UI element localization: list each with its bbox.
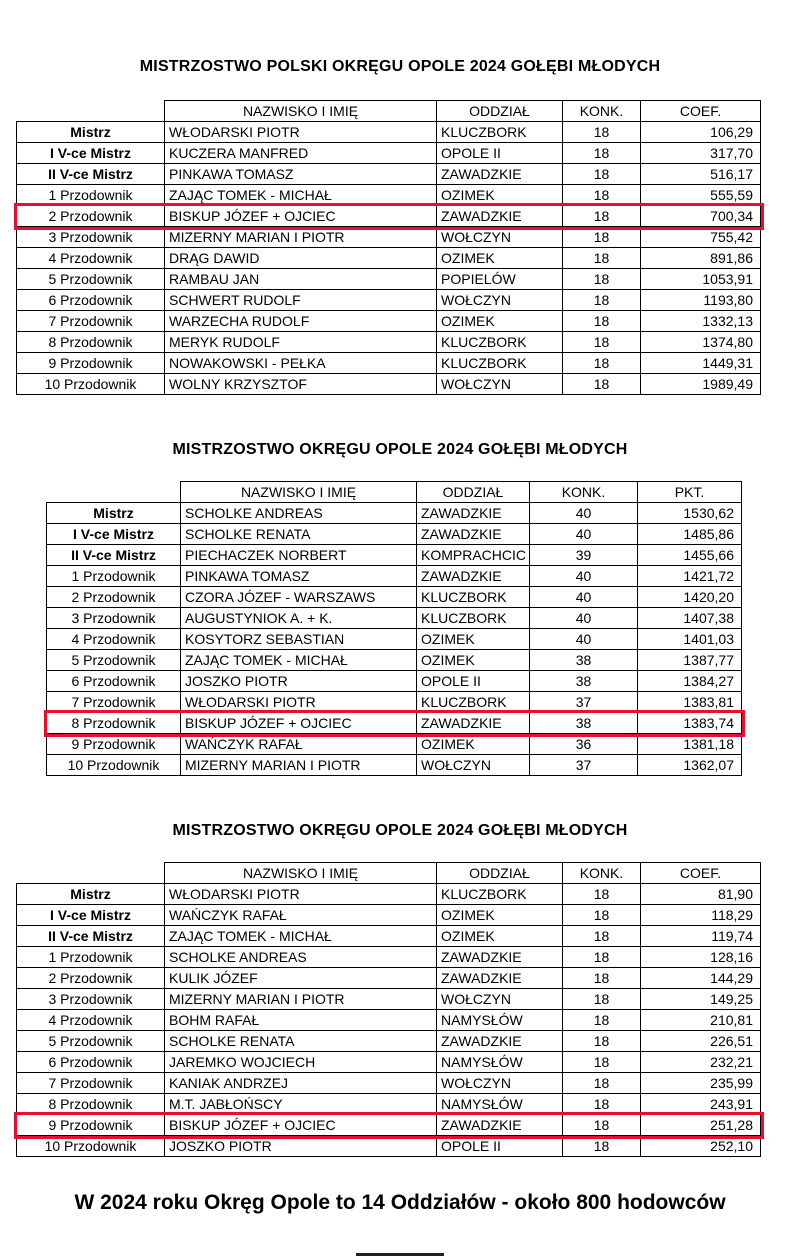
rank-cell: II V-ce Mistrz: [17, 926, 165, 947]
value-cell: 1989,49: [641, 374, 761, 395]
oddzial-cell: KLUCZBORK: [437, 353, 563, 374]
oddzial-cell: ZAWADZKIE: [417, 566, 530, 587]
konk-cell: 40: [530, 608, 638, 629]
name-cell: SCHWERT RUDOLF: [165, 290, 437, 311]
rank-cell: 4 Przodownik: [47, 629, 181, 650]
value-cell: 1193,80: [641, 290, 761, 311]
oddzial-cell: ZAWADZKIE: [437, 947, 563, 968]
konk-cell: 18: [563, 143, 641, 164]
table-row: [47, 671, 742, 692]
value-cell: 1421,72: [638, 566, 742, 587]
rank-cell: 10 Przodownik: [47, 755, 181, 776]
column-header: KONK.: [530, 482, 638, 503]
table-row: [47, 524, 742, 545]
table-title-okreg-pkt: MISTRZOSTWO OKRĘGU OPOLE 2024 GOŁĘBI MŁODYCH: [172, 441, 628, 458]
name-cell: JOSZKO PIOTR: [181, 671, 417, 692]
column-header: NAZWISKO I IMIĘ: [165, 101, 437, 122]
name-cell: WAŃCZYK RAFAŁ: [165, 905, 437, 926]
rank-cell: 3 Przodownik: [17, 989, 165, 1010]
name-cell: JAREMKO WOJCIECH: [165, 1052, 437, 1073]
konk-cell: 38: [530, 650, 638, 671]
value-cell: 1449,31: [641, 353, 761, 374]
corner-cell: [17, 101, 165, 122]
results-table-okreg-pkt: [46, 481, 742, 776]
table-row: [17, 248, 761, 269]
rank-cell: 2 Przodownik: [47, 587, 181, 608]
value-cell: 210,81: [641, 1010, 761, 1031]
table-row: [17, 332, 761, 353]
value-cell: 1485,86: [638, 524, 742, 545]
name-cell: SCHOLKE ANDREAS: [181, 503, 417, 524]
konk-cell: 40: [530, 503, 638, 524]
value-cell: 1401,03: [638, 629, 742, 650]
table-row: [17, 143, 761, 164]
table-row: [47, 629, 742, 650]
rank-cell: 5 Przodownik: [17, 269, 165, 290]
table-row: [17, 1115, 761, 1136]
value-cell: 1384,27: [638, 671, 742, 692]
name-cell: KANIAK ANDRZEJ: [165, 1073, 437, 1094]
value-cell: 700,34: [641, 206, 761, 227]
konk-cell: 40: [530, 629, 638, 650]
value-cell: 81,90: [641, 884, 761, 905]
oddzial-cell: KLUCZBORK: [437, 884, 563, 905]
oddzial-cell: WOŁCZYN: [417, 755, 530, 776]
konk-cell: 18: [563, 122, 641, 143]
konk-cell: 18: [563, 206, 641, 227]
table-row: [17, 1136, 761, 1157]
value-cell: 149,25: [641, 989, 761, 1010]
table-row: [47, 503, 742, 524]
header-row: [17, 101, 761, 122]
table-row: [17, 227, 761, 248]
table-row: [17, 206, 761, 227]
rank-cell: 6 Przodownik: [17, 1052, 165, 1073]
table-row: [47, 734, 742, 755]
rank-cell: 7 Przodownik: [47, 692, 181, 713]
value-cell: 1407,38: [638, 608, 742, 629]
value-cell: 1381,18: [638, 734, 742, 755]
konk-cell: 18: [563, 884, 641, 905]
value-cell: 1332,13: [641, 311, 761, 332]
table-row: [17, 947, 761, 968]
oddzial-cell: OZIMEK: [437, 248, 563, 269]
oddzial-cell: KLUCZBORK: [437, 122, 563, 143]
table-row: [47, 545, 742, 566]
value-cell: 106,29: [641, 122, 761, 143]
header-row: [47, 482, 742, 503]
konk-cell: 18: [563, 248, 641, 269]
table-row: [47, 587, 742, 608]
konk-cell: 37: [530, 692, 638, 713]
rank-cell: 1 Przodownik: [17, 947, 165, 968]
value-cell: 1420,20: [638, 587, 742, 608]
rank-cell: I V-ce Mistrz: [47, 524, 181, 545]
rank-cell: Mistrz: [17, 884, 165, 905]
column-header: ODDZIAŁ: [437, 101, 563, 122]
table-title-okreg-coef: MISTRZOSTWO OKRĘGU OPOLE 2024 GOŁĘBI MŁODYCH: [172, 822, 628, 839]
name-cell: MIZERNY MARIAN I PIOTR: [165, 989, 437, 1010]
name-cell: WŁODARSKI PIOTR: [181, 692, 417, 713]
name-cell: MIZERNY MARIAN I PIOTR: [181, 755, 417, 776]
konk-cell: 18: [563, 1031, 641, 1052]
rank-cell: 9 Przodownik: [47, 734, 181, 755]
table-row: [47, 755, 742, 776]
value-cell: 516,17: [641, 164, 761, 185]
name-cell: BOHM RAFAŁ: [165, 1010, 437, 1031]
konk-cell: 18: [563, 1136, 641, 1157]
name-cell: SCHOLKE ANDREAS: [165, 947, 437, 968]
konk-cell: 18: [563, 1052, 641, 1073]
value-cell: 1387,77: [638, 650, 742, 671]
konk-cell: 18: [563, 311, 641, 332]
value-cell: 226,51: [641, 1031, 761, 1052]
rank-cell: 7 Przodownik: [17, 311, 165, 332]
oddzial-cell: WOŁCZYN: [437, 290, 563, 311]
results-table-okreg-coef: [16, 862, 761, 1157]
rank-cell: 8 Przodownik: [47, 713, 181, 734]
table-row: [47, 692, 742, 713]
oddzial-cell: OZIMEK: [417, 734, 530, 755]
value-cell: 555,59: [641, 185, 761, 206]
rank-cell: 5 Przodownik: [47, 650, 181, 671]
rank-cell: I V-ce Mistrz: [17, 905, 165, 926]
value-cell: 1383,74: [638, 713, 742, 734]
name-cell: MIZERNY MARIAN I PIOTR: [165, 227, 437, 248]
table-row: [47, 608, 742, 629]
name-cell: ZAJĄC TOMEK - MICHAŁ: [165, 185, 437, 206]
name-cell: SCHOLKE RENATA: [181, 524, 417, 545]
name-cell: BISKUP JÓZEF + OJCIEC: [165, 206, 437, 227]
rank-cell: 3 Przodownik: [47, 608, 181, 629]
column-header: PKT.: [638, 482, 742, 503]
value-cell: 232,21: [641, 1052, 761, 1073]
rank-cell: 9 Przodownik: [17, 353, 165, 374]
oddzial-cell: OZIMEK: [437, 311, 563, 332]
table-row: [17, 1010, 761, 1031]
oddzial-cell: NAMYSŁÓW: [437, 1052, 563, 1073]
table-row: [17, 164, 761, 185]
oddzial-cell: ZAWADZKIE: [437, 1031, 563, 1052]
table-row: [17, 122, 761, 143]
table-row: [17, 269, 761, 290]
table-row: [17, 353, 761, 374]
table-row: [17, 290, 761, 311]
column-header: NAZWISKO I IMIĘ: [181, 482, 417, 503]
konk-cell: 36: [530, 734, 638, 755]
rank-cell: 1 Przodownik: [47, 566, 181, 587]
konk-cell: 18: [563, 989, 641, 1010]
oddzial-cell: ZAWADZKIE: [437, 164, 563, 185]
name-cell: KUCZERA MANFRED: [165, 143, 437, 164]
oddzial-cell: OPOLE II: [417, 671, 530, 692]
rank-cell: 8 Przodownik: [17, 1094, 165, 1115]
name-cell: WŁODARSKI PIOTR: [165, 122, 437, 143]
konk-cell: 18: [563, 227, 641, 248]
column-header: COEF.: [641, 101, 761, 122]
table-row: [17, 311, 761, 332]
konk-cell: 40: [530, 587, 638, 608]
rank-cell: 6 Przodownik: [17, 290, 165, 311]
konk-cell: 40: [530, 524, 638, 545]
rank-cell: II V-ce Mistrz: [17, 164, 165, 185]
konk-cell: 18: [563, 332, 641, 353]
oddzial-cell: KLUCZBORK: [417, 608, 530, 629]
oddzial-cell: WOŁCZYN: [437, 374, 563, 395]
oddzial-cell: KLUCZBORK: [437, 332, 563, 353]
konk-cell: 18: [563, 1073, 641, 1094]
oddzial-cell: NAMYSŁÓW: [437, 1094, 563, 1115]
footer-note: W 2024 roku Okręg Opole to 14 Oddziałów - około 800 hodowców: [74, 1191, 726, 1214]
rank-cell: II V-ce Mistrz: [47, 545, 181, 566]
konk-cell: 38: [530, 671, 638, 692]
table-row: [17, 185, 761, 206]
name-cell: AUGUSTYNIOK A. + K.: [181, 608, 417, 629]
table-row: [47, 650, 742, 671]
oddzial-cell: KOMPRACHCIC: [417, 545, 530, 566]
oddzial-cell: ZAWADZKIE: [437, 1115, 563, 1136]
value-cell: 1455,66: [638, 545, 742, 566]
column-header: ODDZIAŁ: [417, 482, 530, 503]
konk-cell: 18: [563, 947, 641, 968]
oddzial-cell: WOŁCZYN: [437, 227, 563, 248]
value-cell: 1374,80: [641, 332, 761, 353]
oddzial-cell: KLUCZBORK: [417, 692, 530, 713]
corner-cell: [47, 482, 181, 503]
rank-cell: 2 Przodownik: [17, 968, 165, 989]
name-cell: BISKUP JÓZEF + OJCIEC: [165, 1115, 437, 1136]
oddzial-cell: OZIMEK: [437, 185, 563, 206]
oddzial-cell: OZIMEK: [437, 926, 563, 947]
rank-cell: 1 Przodownik: [17, 185, 165, 206]
column-header: KONK.: [563, 101, 641, 122]
konk-cell: 18: [563, 290, 641, 311]
oddzial-cell: ZAWADZKIE: [437, 206, 563, 227]
header-row: [17, 863, 761, 884]
value-cell: 317,70: [641, 143, 761, 164]
table-row: [17, 884, 761, 905]
table-title-national: MISTRZOSTWO POLSKI OKRĘGU OPOLE 2024 GOŁĘBI MŁODYCH: [139, 58, 661, 75]
column-header: ODDZIAŁ: [437, 863, 563, 884]
konk-cell: 18: [563, 926, 641, 947]
name-cell: KOSYTORZ SEBASTIAN: [181, 629, 417, 650]
rank-cell: 10 Przodownik: [17, 374, 165, 395]
oddzial-cell: WOŁCZYN: [437, 989, 563, 1010]
name-cell: ZAJĄC TOMEK - MICHAŁ: [181, 650, 417, 671]
value-cell: 1383,81: [638, 692, 742, 713]
value-cell: 251,28: [641, 1115, 761, 1136]
name-cell: RAMBAU JAN: [165, 269, 437, 290]
value-cell: 128,16: [641, 947, 761, 968]
name-cell: CZORA JÓZEF - WARSZAWS: [181, 587, 417, 608]
konk-cell: 18: [563, 374, 641, 395]
konk-cell: 18: [563, 269, 641, 290]
rank-cell: 9 Przodownik: [17, 1115, 165, 1136]
column-header: KONK.: [563, 863, 641, 884]
name-cell: M.T. JABŁOŃSCY: [165, 1094, 437, 1115]
table-row: [17, 905, 761, 926]
value-cell: 243,91: [641, 1094, 761, 1115]
value-cell: 252,10: [641, 1136, 761, 1157]
value-cell: 144,29: [641, 968, 761, 989]
rank-cell: 6 Przodownik: [47, 671, 181, 692]
konk-cell: 38: [530, 713, 638, 734]
table-row: [17, 926, 761, 947]
oddzial-cell: ZAWADZKIE: [417, 503, 530, 524]
name-cell: WAŃCZYK RAFAŁ: [181, 734, 417, 755]
table-row: [17, 374, 761, 395]
konk-cell: 18: [563, 968, 641, 989]
value-cell: 1362,07: [638, 755, 742, 776]
rank-cell: 2 Przodownik: [17, 206, 165, 227]
oddzial-cell: WOŁCZYN: [437, 1073, 563, 1094]
oddzial-cell: OZIMEK: [417, 650, 530, 671]
konk-cell: 18: [563, 164, 641, 185]
table-row: [17, 1031, 761, 1052]
name-cell: WŁODARSKI PIOTR: [165, 884, 437, 905]
oddzial-cell: POPIELÓW: [437, 269, 563, 290]
oddzial-cell: ZAWADZKIE: [417, 713, 530, 734]
konk-cell: 40: [530, 566, 638, 587]
results-table-national: [16, 100, 761, 395]
name-cell: PINKAWA TOMASZ: [165, 164, 437, 185]
name-cell: MERYK RUDOLF: [165, 332, 437, 353]
konk-cell: 18: [563, 1115, 641, 1136]
konk-cell: 18: [563, 1094, 641, 1115]
konk-cell: 37: [530, 755, 638, 776]
name-cell: JOSZKO PIOTR: [165, 1136, 437, 1157]
value-cell: 119,74: [641, 926, 761, 947]
value-cell: 891,86: [641, 248, 761, 269]
corner-cell: [17, 863, 165, 884]
table-row: [17, 1052, 761, 1073]
konk-cell: 18: [563, 353, 641, 374]
oddzial-cell: OZIMEK: [437, 905, 563, 926]
konk-cell: 18: [563, 185, 641, 206]
table-row: [17, 968, 761, 989]
name-cell: WARZECHA RUDOLF: [165, 311, 437, 332]
rank-cell: 7 Przodownik: [17, 1073, 165, 1094]
konk-cell: 18: [563, 905, 641, 926]
rank-cell: Mistrz: [47, 503, 181, 524]
oddzial-cell: KLUCZBORK: [417, 587, 530, 608]
name-cell: PINKAWA TOMASZ: [181, 566, 417, 587]
oddzial-cell: OPOLE II: [437, 1136, 563, 1157]
rank-cell: 4 Przodownik: [17, 1010, 165, 1031]
oddzial-cell: OZIMEK: [417, 629, 530, 650]
name-cell: BISKUP JÓZEF + OJCIEC: [181, 713, 417, 734]
name-cell: SCHOLKE RENATA: [165, 1031, 437, 1052]
konk-cell: 18: [563, 1010, 641, 1031]
name-cell: DRĄG DAWID: [165, 248, 437, 269]
table-row: [17, 989, 761, 1010]
rank-cell: 5 Przodownik: [17, 1031, 165, 1052]
table-row: [47, 713, 742, 734]
column-header: COEF.: [641, 863, 761, 884]
rank-cell: 3 Przodownik: [17, 227, 165, 248]
name-cell: KULIK JÓZEF: [165, 968, 437, 989]
konk-cell: 39: [530, 545, 638, 566]
rank-cell: 10 Przodownik: [17, 1136, 165, 1157]
name-cell: PIECHACZEK NORBERT: [181, 545, 417, 566]
rank-cell: I V-ce Mistrz: [17, 143, 165, 164]
value-cell: 755,42: [641, 227, 761, 248]
table-row: [17, 1073, 761, 1094]
value-cell: 235,99: [641, 1073, 761, 1094]
rank-cell: 8 Przodownik: [17, 332, 165, 353]
value-cell: 118,29: [641, 905, 761, 926]
rank-cell: 4 Przodownik: [17, 248, 165, 269]
table-row: [17, 1094, 761, 1115]
value-cell: 1530,62: [638, 503, 742, 524]
oddzial-cell: ZAWADZKIE: [437, 968, 563, 989]
name-cell: WOLNY KRZYSZTOF: [165, 374, 437, 395]
column-header: NAZWISKO I IMIĘ: [165, 863, 437, 884]
table-row: [47, 566, 742, 587]
value-cell: 1053,91: [641, 269, 761, 290]
oddzial-cell: NAMYSŁÓW: [437, 1010, 563, 1031]
name-cell: NOWAKOWSKI - PEŁKA: [165, 353, 437, 374]
rank-cell: Mistrz: [17, 122, 165, 143]
name-cell: ZAJĄC TOMEK - MICHAŁ: [165, 926, 437, 947]
oddzial-cell: OPOLE II: [437, 143, 563, 164]
cropped-table-edge: [356, 1253, 444, 1256]
oddzial-cell: ZAWADZKIE: [417, 524, 530, 545]
